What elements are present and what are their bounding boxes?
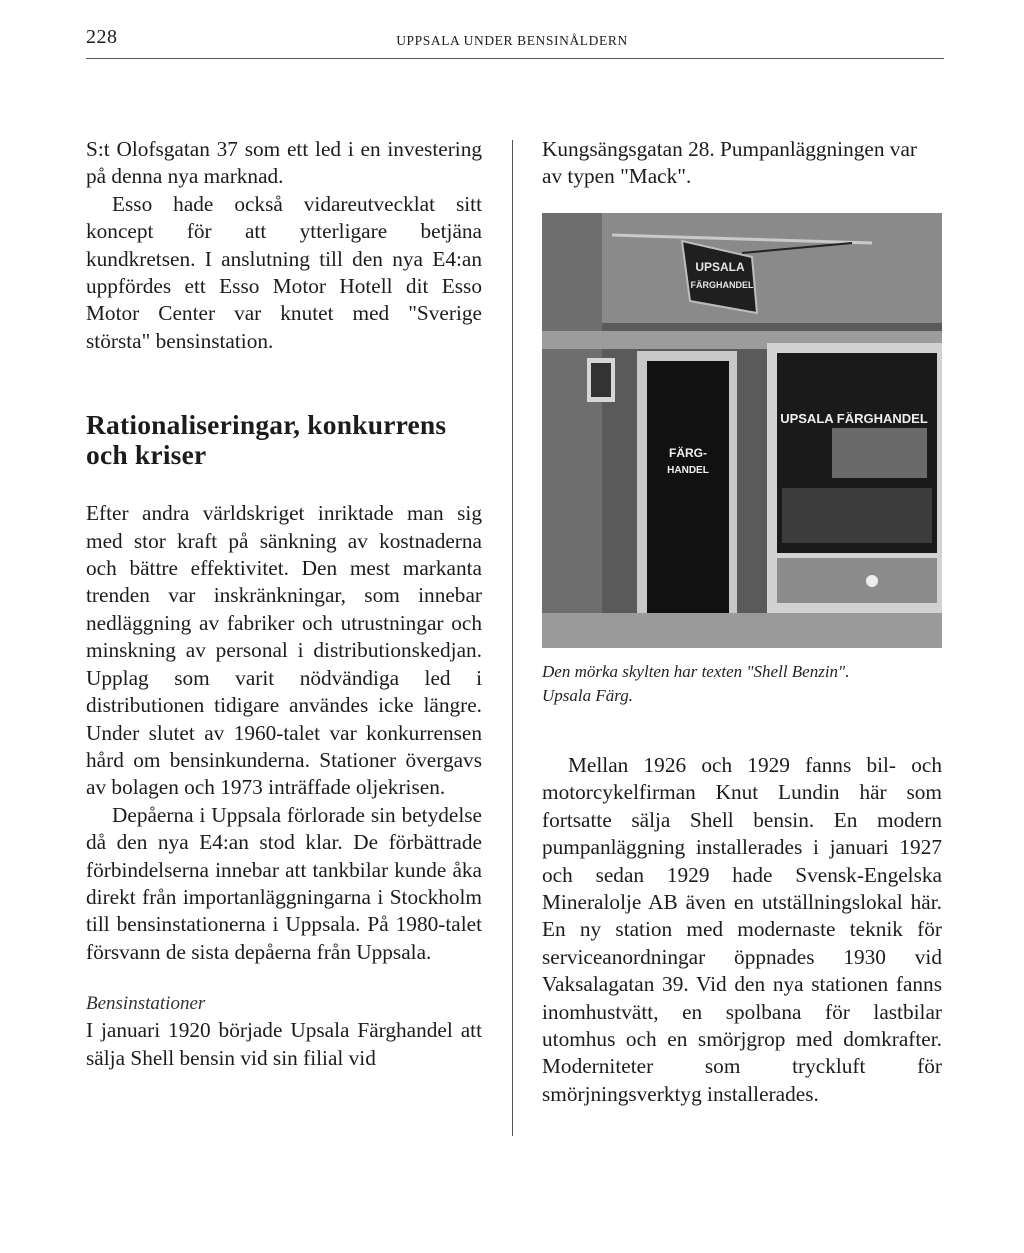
right-column-bottom <box>542 752 942 1108</box>
window-text: UPSALA FÄRGHANDEL <box>780 411 928 426</box>
left-column <box>86 136 482 1072</box>
hanging-sign-text: FÄRGHANDEL <box>690 280 754 290</box>
column-divider <box>512 140 513 1136</box>
hanging-sign-text: UPSALA <box>695 260 745 274</box>
section-heading-line: Rationaliseringar, konkurrens <box>86 409 447 441</box>
shopfront-photo <box>542 213 942 648</box>
paragraph: Kungsängsgatan 28. Pumpanläggningen var av typen "Mack". <box>542 137 917 189</box>
header-rule <box>86 58 944 59</box>
paragraph: I januari 1920 började Upsala Färghandel att sälja Shell bensin vid sin filial vid <box>86 1018 482 1070</box>
right-column-top <box>542 136 942 191</box>
caption-line: Upsala Färg. <box>542 686 633 705</box>
photo-caption <box>542 660 942 708</box>
paragraph: Esso hade också vidareutvecklat sitt koncept för att ytterligare betjäna kundkretsen. I anslutning till den nya E4:an uppfördes ett Esso Motor Hotell dit Esso Motor Center var knutet med "Sverige största" bensinstation. <box>86 191 482 353</box>
door-text: FÄRG- <box>669 446 707 460</box>
shop-window <box>767 343 942 613</box>
shopfront-photo-graphic <box>542 213 942 648</box>
running-head: UPPSALA UNDER BENSINÅLDERN <box>396 33 628 48</box>
page-number: 228 <box>86 26 118 48</box>
paragraph: Mellan 1926 och 1929 fanns bil- och motorcykelfirman Knut Lundin här som fortsatte sälja Shell bensin. En modern pumpanläggning installerades i januari 1927 och sedan 1929 hade Svensk-Engelska Mineralolje AB även en utställningslokal här. En ny station med modernaste teknik för serviceanordningar öppnades 1930 vid Vaksalagatan 39. Vid den nya stationen fanns inomhustvätt, en spolbana för lastbilar utomhus och en smörjgrop med domkrafter. Moderniteter som tryckluft för smörjningsverktyg installerades. <box>542 753 942 1106</box>
caption-line: Den mörka skylten har texten "Shell Benzin". <box>542 662 850 681</box>
paragraph: S:t Olofsgatan 37 som ett led i en investering på denna nya marknad. <box>86 137 482 189</box>
subheading: Bensinstationer <box>86 993 206 1015</box>
doorway <box>637 351 737 648</box>
paragraph: Depåerna i Uppsala förlorade sin betydelse då den nya E4:an stod klar. De förbättrade förbindelserna innebar att tankbilar kunde åka direkt från importanläggningarna i Stockholm till bensinstationerna i Uppsala. På 1980-talet försvann de sista depåerna från Uppsala. <box>86 802 482 964</box>
section-heading-line: och kriser <box>86 439 207 471</box>
paragraph: Efter andra världskriget inriktade man sig med stor kraft på sänkning av kostnaderna och bättre effektivitet. Den mest markanta trenden var inskränkningar, som innebar nedläggning av fabriker och utrustningar och minskning av personal i distributionskedjan. Upplag som varit nödvändiga led i distributionen tidigare användes icke längre. Under slutet av 1960-talet var konkurrensen hård om bensinkunderna. Stationer övergavs av bolagen och 1973 inträffade oljekrisen. <box>86 501 482 800</box>
section-heading <box>86 410 482 470</box>
door-text: HANDEL <box>667 465 709 476</box>
